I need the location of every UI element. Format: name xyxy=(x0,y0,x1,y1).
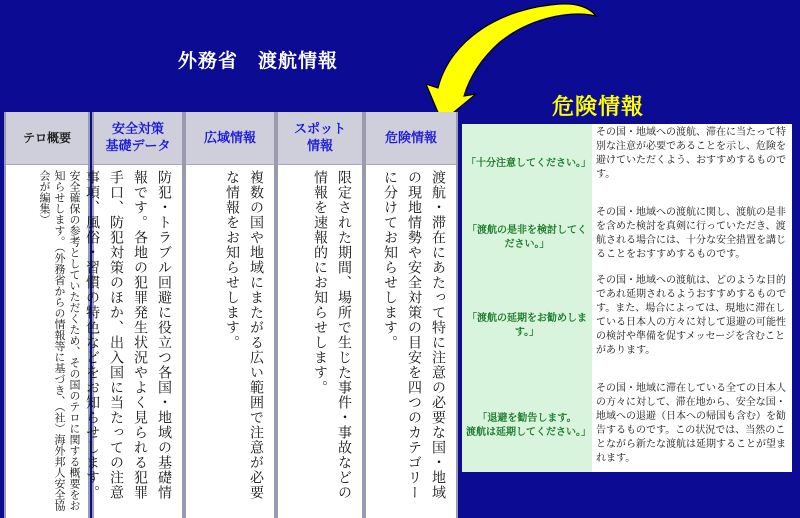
column-header: スポット 情報 xyxy=(278,112,362,165)
column-header: 広域情報 xyxy=(186,112,274,165)
danger-level-label: 「十分注意してください。」 xyxy=(462,124,592,204)
column-terror-overview xyxy=(4,112,90,518)
danger-level-label: 「渡航の是非を検討してください。」 xyxy=(462,204,592,272)
column-body: 渡航・滞在にあたって特に注意の必要な国・地域の現地情勢や安全対策の目安を四つのカテゴリーに分けてお知らせします。 xyxy=(382,170,446,500)
danger-level-label: 「退避を勧告します。 渡航は延期してください。」 xyxy=(462,380,592,472)
danger-level-row xyxy=(462,124,792,204)
danger-level-description: その国・地域への渡航、滞在に当たって特別な注意が必要であることを示し、危険を避けていただくよう、おすすめするものです。 xyxy=(592,124,792,204)
danger-level-row xyxy=(462,380,792,472)
danger-level-description: その国・地域に滞在している全ての日本人の方々に対して、滞在地から、安全な国・地域への退避（日本への帰国も含む）を勧告するものです。この状況では、当然のことながら新たな渡航は延期することが望まれます。 xyxy=(592,380,792,472)
column-header: 危険情報 xyxy=(366,112,456,165)
column-body: 防犯・トラブル回避に役立つ各国・地域の基礎情報です。各地の犯罪発生状況やよく見られる犯罪手口、防犯対策のほか、出入国に当たっての注意事項、風俗・習慣の特色などをお知らせします。 xyxy=(84,170,172,500)
column-danger-info xyxy=(364,112,458,518)
column-header: テロ概要 xyxy=(6,112,88,165)
danger-level-label: 「渡航の延期をお勧めします。」 xyxy=(462,272,592,380)
column-body: 安全確保の参考としていただくため、その国のテロに関する概要をお知らせします。（外務省からの情報等に基づき、（社）海外邦人安全協会が編集） xyxy=(38,170,81,511)
danger-heading: 危険情報 xyxy=(552,95,645,120)
page-title: 外務省 渡航情報 xyxy=(178,50,339,72)
column-wide-area-info xyxy=(184,112,276,518)
column-body: 複数の国や地域にまたがる広い範囲で注意が必要な情報をお知らせします。 xyxy=(224,170,264,500)
danger-levels-panel xyxy=(462,124,792,472)
danger-level-row xyxy=(462,204,792,272)
column-safety-basics xyxy=(84,112,184,518)
column-header: 安全対策 基礎データ xyxy=(94,112,182,165)
danger-level-description: その国・地域への渡航は、どのような目的であれ延期されるようおすすめするものです。また、場合によっては、現地に滞在している日本人の方々に対して退避の可能性の検討や準備を促すメッセージを含むことがあります。 xyxy=(592,272,792,380)
danger-level-description: その国・地域への渡航に関し、渡航の是非を含めた検討を真剣に行っていただき、渡航される場合には、十分な安全措置を講じることをおすすめするものです。 xyxy=(592,204,792,272)
column-body: 限定された期間、場所で生じた事件・事故などの情報を速報的にお知らせします。 xyxy=(312,170,352,500)
danger-level-row xyxy=(462,272,792,380)
column-spot-info xyxy=(276,112,364,518)
